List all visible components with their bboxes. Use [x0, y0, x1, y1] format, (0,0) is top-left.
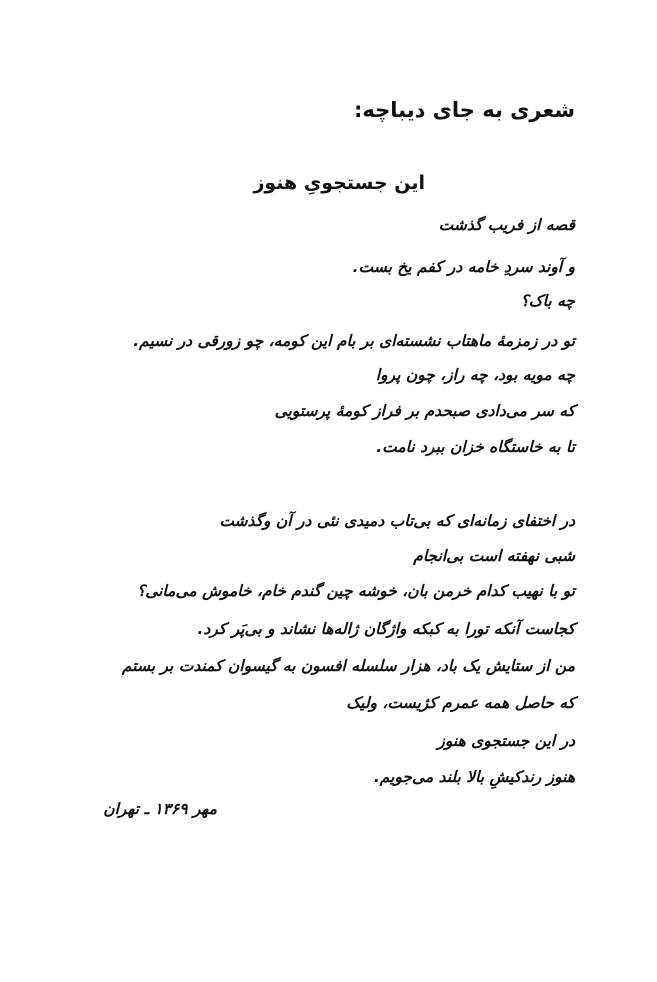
poem-line: در اختفای زمانه‌ای که بی‌تاب دمیدی نئی در آن وگذشت: [219, 512, 575, 530]
poem-line: که سر می‌دادی صبحدم بر فراز کومهٔ پرستویی: [274, 402, 575, 420]
poem-line: و آوند سردِ خامه در کفم یخ بست.: [352, 258, 575, 276]
signature-date: مهر ۱۳۶۹ ـ تهران: [103, 800, 217, 818]
poem-line: در این جستجوی هنوز: [437, 732, 575, 750]
poem-line: تو در زمزمهٔ ماهتاب نشسته‌ای بر بام این کومه، چو زورقی در نسیم.: [133, 332, 575, 350]
page-heading: شعری به جای دیباچه:: [353, 98, 575, 122]
poem-line: من از ستایش یک باد، هزار سلسله افسون به گیسوان کمندت بر بستم: [121, 657, 575, 675]
poem-line: کجاست آنکه تورا به کبکه واژگان ژاله‌ها نشاند و بی‌پَر کرد.: [197, 620, 575, 638]
poem-line: چه باک؟: [520, 292, 575, 310]
poem-line: تا به خاستگاه خزان ببرد نامت.: [376, 438, 575, 456]
poem-line: که حاصل همه عمرم کژیست، ولیک: [346, 694, 575, 712]
poem-line: شبی نهفته است بی‌انجام: [413, 547, 575, 565]
poem-line: چه مویه بود، چه راز، چون پروا: [375, 366, 575, 384]
poem-line: هنوز رندکیشِ بالا بلند می‌جویم.: [373, 768, 575, 786]
poem-title: این جستجویِ هنوز: [253, 172, 425, 194]
poem-line: قصه از فریب گذشت: [438, 216, 575, 234]
poem-line: تو با نهیب کدام خرمن بان، خوشه چین گندم خام، خاموش می‌مانی؟: [136, 582, 575, 600]
